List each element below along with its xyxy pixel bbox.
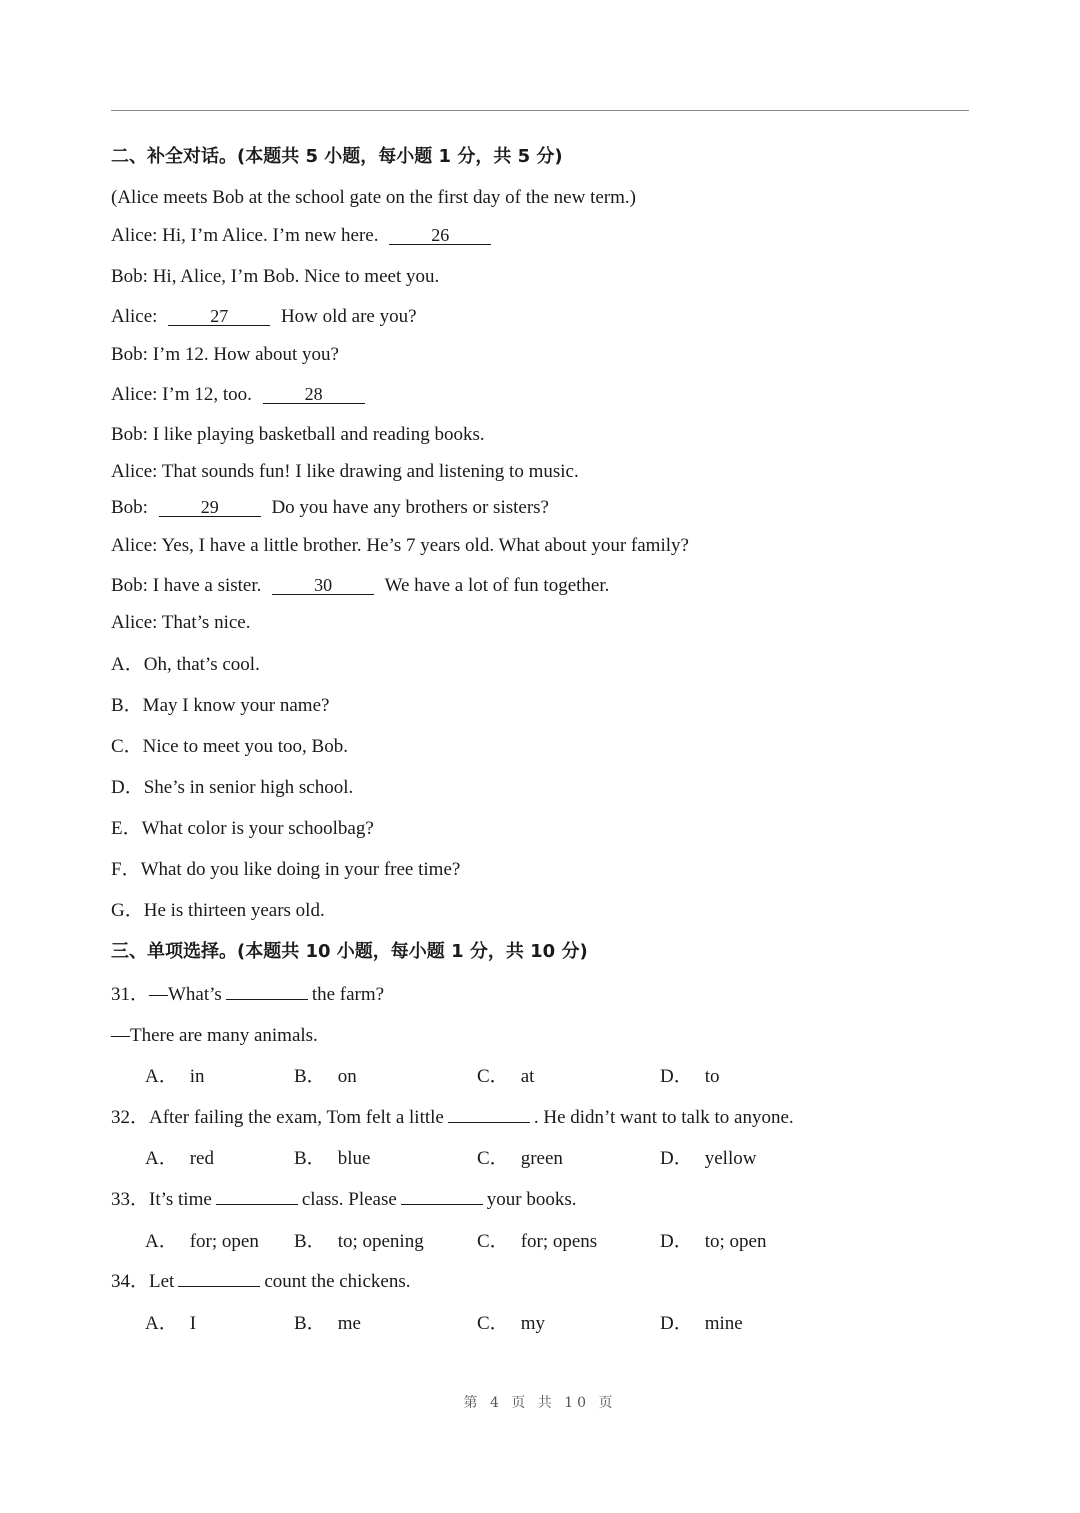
dialogue-line <box>111 343 339 367</box>
answer-blank-26[interactable]: 26 <box>389 226 491 245</box>
question-31-reply: —There are many animals. <box>111 1025 318 1046</box>
answer-blank[interactable] <box>178 1270 260 1287</box>
page-number-footer: 第 4 页 共 10 页 <box>463 1395 617 1411</box>
option-b: B．May I know your name? <box>111 695 330 716</box>
choice-c[interactable]: C． green <box>477 1148 563 1169</box>
dialogue-text: Bob: Hi, Alice, I’m Bob. Nice to meet you. <box>111 266 440 287</box>
choice-c[interactable]: C． my <box>477 1313 545 1334</box>
question-32: 32．After failing the exam, Tom felt a little . He didn’t want to talk to anyone. <box>111 1107 794 1128</box>
choice-d[interactable]: D． mine <box>660 1313 743 1334</box>
dialogue-text: Bob: I have a sister. <box>111 575 262 596</box>
dialogue-text: Alice: <box>111 306 158 327</box>
dialogue-text: Do you have any brothers or sisters? <box>271 497 549 518</box>
dialogue-line <box>111 460 579 484</box>
dialogue-text: Bob: I like playing basketball and reading books. <box>111 424 485 445</box>
answer-blank-29[interactable]: 29 <box>159 498 261 517</box>
option-g: G．He is thirteen years old. <box>111 900 325 921</box>
choice-b[interactable]: B． to; opening <box>294 1231 424 1252</box>
choice-c[interactable]: C． at <box>477 1066 535 1087</box>
dialogue-line <box>111 305 417 329</box>
dialogue-line <box>111 496 549 520</box>
dialogue-line <box>111 265 439 289</box>
dialogue-text: Alice: Yes, I have a little brother. He’s 7 years old. What about your family? <box>111 535 689 556</box>
dialogue-line <box>111 383 371 407</box>
dialogue-text: Alice: Hi, I’m Alice. I’m new here. <box>111 225 379 246</box>
dialogue-text: Alice: I’m 12, too. <box>111 384 252 405</box>
choice-c[interactable]: C． for; opens <box>477 1231 598 1252</box>
choice-a[interactable]: A． for; open <box>145 1231 259 1252</box>
option-e: E．What color is your schoolbag? <box>111 818 374 839</box>
dialogue-text: Alice: That’s nice. <box>111 612 251 633</box>
dialogue-line <box>111 611 250 635</box>
dialogue-line <box>111 534 689 558</box>
header-rule <box>111 110 969 111</box>
option-c: C．Nice to meet you too, Bob. <box>111 736 348 757</box>
dialogue-line <box>111 224 497 248</box>
choice-d[interactable]: D． to; open <box>660 1231 767 1252</box>
choice-b[interactable]: B． on <box>294 1066 357 1087</box>
choice-b[interactable]: B． blue <box>294 1148 371 1169</box>
dialogue-intro: (Alice meets Bob at the school gate on the first day of the new term.) <box>111 187 636 208</box>
option-a: A．Oh, that’s cool. <box>111 654 260 675</box>
choice-a[interactable]: A． I <box>145 1313 197 1334</box>
question-34: 34．Let count the chickens. <box>111 1271 411 1292</box>
dialogue-text: How old are you? <box>280 306 417 327</box>
dialogue-text: We have a lot of fun together. <box>384 575 610 596</box>
answer-blank-30[interactable]: 30 <box>272 576 374 595</box>
option-f: F．What do you like doing in your free time? <box>111 859 461 880</box>
section-3-heading: 三、单项选择。(本题共 10 小题，每小题 1 分，共 10 分) <box>111 941 588 962</box>
dialogue-line <box>111 574 609 598</box>
choice-d[interactable]: D． yellow <box>660 1148 757 1169</box>
choice-b[interactable]: B． me <box>294 1313 361 1334</box>
dialogue-text: Bob: <box>111 497 148 518</box>
option-d: D．She’s in senior high school. <box>111 777 354 798</box>
answer-blank[interactable] <box>216 1188 298 1205</box>
question-31: 31．—What’s the farm? <box>111 984 385 1005</box>
section-2-heading: 二、补全对话。(本题共 5 小题，每小题 1 分，共 5 分) <box>111 146 563 167</box>
dialogue-line <box>111 423 485 447</box>
choice-a[interactable]: A． red <box>145 1148 214 1169</box>
answer-blank-28[interactable]: 28 <box>263 385 365 404</box>
answer-blank[interactable] <box>401 1188 483 1205</box>
choice-d[interactable]: D． to <box>660 1066 720 1087</box>
choice-a[interactable]: A． in <box>145 1066 205 1087</box>
dialogue-text: Alice: That sounds fun! I like drawing and listening to music. <box>111 461 579 482</box>
answer-blank[interactable] <box>448 1106 530 1123</box>
answer-blank-27[interactable]: 27 <box>168 307 270 326</box>
answer-blank[interactable] <box>226 983 308 1000</box>
dialogue-text: Bob: I’m 12. How about you? <box>111 344 339 365</box>
question-33: 33．It’s time class. Please your books. <box>111 1189 577 1210</box>
